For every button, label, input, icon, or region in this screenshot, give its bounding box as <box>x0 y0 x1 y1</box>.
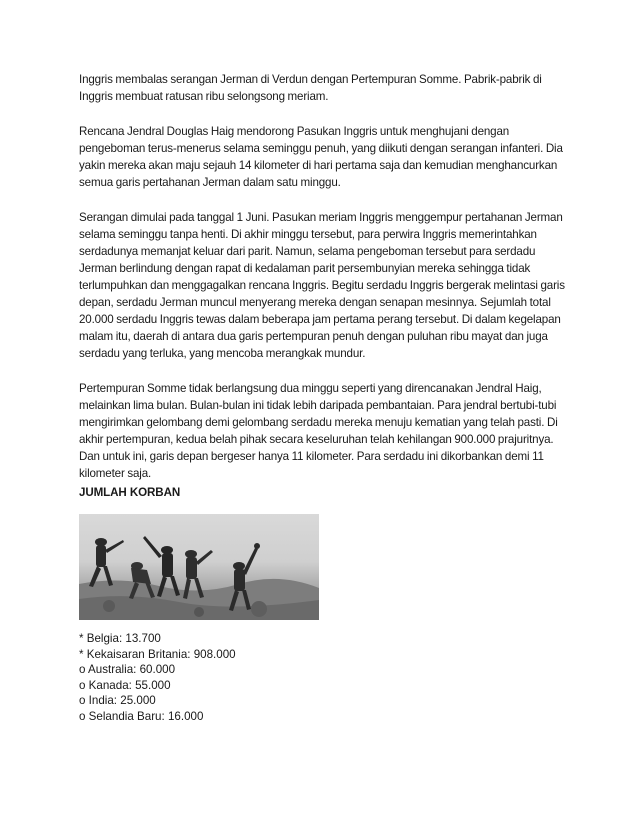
paragraph-1: Inggris membalas serangan Jerman di Verdun dengan Pertempuran Somme. Pabrik-pabrik di Inggris membuat ratusan ribu selongsong meriam. <box>79 73 542 103</box>
section-heading: JUMLAH KORBAN <box>79 486 181 499</box>
list-item: o Kanada: 55.000 <box>79 678 171 692</box>
list-item: * Kekaisaran Britania: 908.000 <box>79 647 236 661</box>
casualty-list <box>79 631 236 724</box>
list-item: o Australia: 60.000 <box>79 663 176 676</box>
paragraph-4: Pertempuran Somme tidak berlangsung dua minggu seperti yang direncanakan Jendral Haig, melainkan lima bulan. Bulan-bulan ini tidak lebih daripada pembantaian. Para jendral bertubi-tubi mengirimkan gelombang demi gelombang serdadu mereka menuju kematian yang telah pasti. Di akhir pertempuran, kedua belah pihak secara keseluruhan telah kehilangan 900.000 prajuritnya. Dan untuk ini, garis depan bergeser hanya 11 kilometer. Para serdadu ini dikorbankan demi 11 kilometer saja. <box>79 382 558 480</box>
soldiers-illustration <box>79 514 319 620</box>
list-item: o Selandia Baru: 16.000 <box>79 709 204 723</box>
list-item: * Belgia: 13.700 <box>79 632 161 645</box>
paragraph-3: Serangan dimulai pada tanggal 1 Juni. Pasukan meriam Inggris menggempur pertahanan Jerman selama seminggu tanpa henti. Di akhir minggu tersebut, para perwira Inggris memerintahkan serdadunya memanjat keluar dari parit. Namun, selama pengeboman tersebut para serdadu Jerman berlindung dengan rapat di kedalaman parit persembunyian mereka sehingga tidak terlumpuhkan dan menggagalkan rencana Inggris. Begitu serdadu Inggris bergerak melintasi garis depan, serdadu Jerman muncul menyerang mereka dengan senapan mesinnya. Sejumlah total 20.000 serdadu Inggris tewas dalam beberapa jam pertama perang tersebut. Di dalam kegelapan malam itu, daerah di antara dua garis pertempuran penuh dengan puluhan ribu mayat dan juga serdadu yang terluka, yang mencoba merangkak mundur. <box>79 211 565 360</box>
paragraph-2: Rencana Jendral Douglas Haig mendorong Pasukan Inggris untuk menghujani dengan pengeboman terus-menerus selama seminggu penuh, yang diikuti dengan serangan infanteri. Dia yakin mereka akan maju sejauh 14 kilometer di hari pertama saja dan kemudian menghancurkan semua garis pertahanan Jerman dalam satu minggu. <box>79 125 563 189</box>
body-text <box>79 71 569 500</box>
battle-photo <box>79 514 319 620</box>
list-item: o India: 25.000 <box>79 694 156 707</box>
